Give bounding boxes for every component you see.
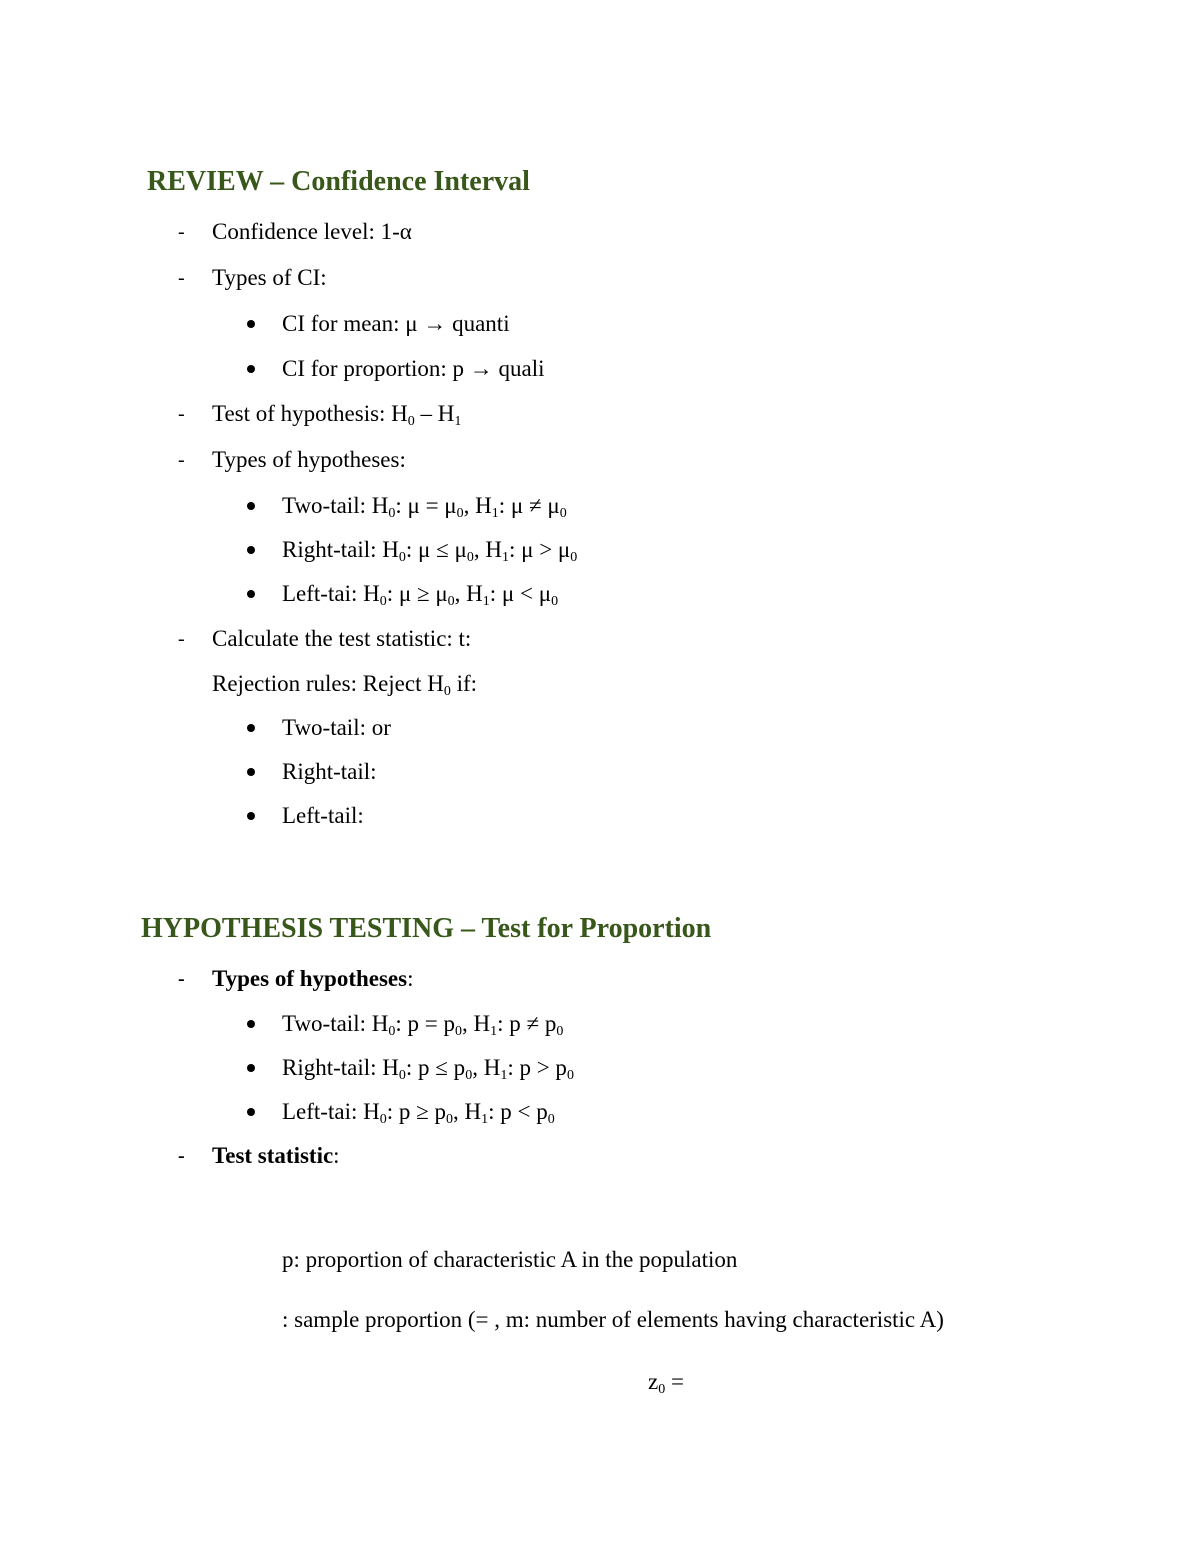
test-statistic-label: Test statistic: [212, 1143, 340, 1168]
ci-proportion-item: CI for proportion: p → quali [282, 356, 545, 381]
bullet-icon [247, 320, 255, 328]
z0-formula: $z_0$ = [648, 1369, 684, 1397]
p-definition: p: proportion of characteristic A in the population [282, 1247, 738, 1272]
calculate-statistic-item: Calculate the test statistic: t: [212, 626, 472, 651]
list-dash: - [178, 968, 185, 990]
right-tail-mean-item: Right-tail: $H_0$: $\mu \le \mu_0$, $H_1$: $\mu > \mu_0$ [282, 537, 578, 565]
hypothesis-testing-heading: HYPOTHESIS TESTING – Test for Proportion [141, 913, 712, 944]
bullet-icon [247, 365, 255, 373]
rule-two-tail: Two-tail: or [282, 715, 391, 740]
rejection-rules: Rejection rules: Reject $H_0$ if: [212, 671, 478, 699]
test-of-hypothesis-item: Test of hypothesis: $H_0 - H_1$ [212, 401, 462, 429]
bullet-icon [247, 590, 255, 598]
types-of-hypotheses-label: Types of hypotheses: [212, 966, 414, 991]
two-tail-proportion-item: Two-tail: $H_0$: $p = p_0$, $H_1$: $p \ne p_0$ [282, 1011, 564, 1039]
types-of-ci-item: Types of CI: [212, 265, 327, 290]
bullet-icon [247, 768, 255, 776]
bullet-icon [247, 1064, 255, 1072]
list-dash: - [178, 221, 185, 243]
rule-right-tail: Right-tail: [282, 759, 377, 784]
bullet-icon [247, 1020, 255, 1028]
list-dash: - [178, 403, 185, 425]
bullet-icon [247, 812, 255, 820]
list-dash: - [178, 449, 185, 471]
types-of-hypotheses-item: Types of hypotheses: [212, 447, 406, 472]
confidence-level-item: Confidence level: 1-α [212, 219, 412, 244]
list-dash: - [178, 628, 185, 650]
ci-mean-item: CI for mean: μ → quanti [282, 311, 510, 336]
two-tail-mean-item: Two-tail: $H_0$: $\mu = \mu_0$, $H_1$: $\mu \ne \mu_0$ [282, 493, 567, 521]
left-tail-mean-item: Left-tai: $H_0$: $\mu \ge \mu_0$, $H_1$: $\mu < \mu_0$ [282, 581, 559, 609]
bullet-icon [247, 546, 255, 554]
right-tail-proportion-item: Right-tail: $H_0$: $p \le p_0$, $H_1$: $p > p_0$ [282, 1055, 574, 1083]
bullet-icon [247, 502, 255, 510]
list-dash: - [178, 1145, 185, 1167]
bullet-icon [247, 724, 255, 732]
sample-proportion-definition: : sample proportion (= , m: number of elements having characteristic A) [282, 1307, 944, 1332]
review-heading: REVIEW – Confidence Interval [147, 166, 530, 197]
rule-left-tail: Left-tail: [282, 803, 364, 828]
bullet-icon [247, 1108, 255, 1116]
list-dash: - [178, 267, 185, 289]
left-tail-proportion-item: Left-tai: $H_0$: $p \ge p_0$, $H_1$: $p < p_0$ [282, 1099, 555, 1127]
